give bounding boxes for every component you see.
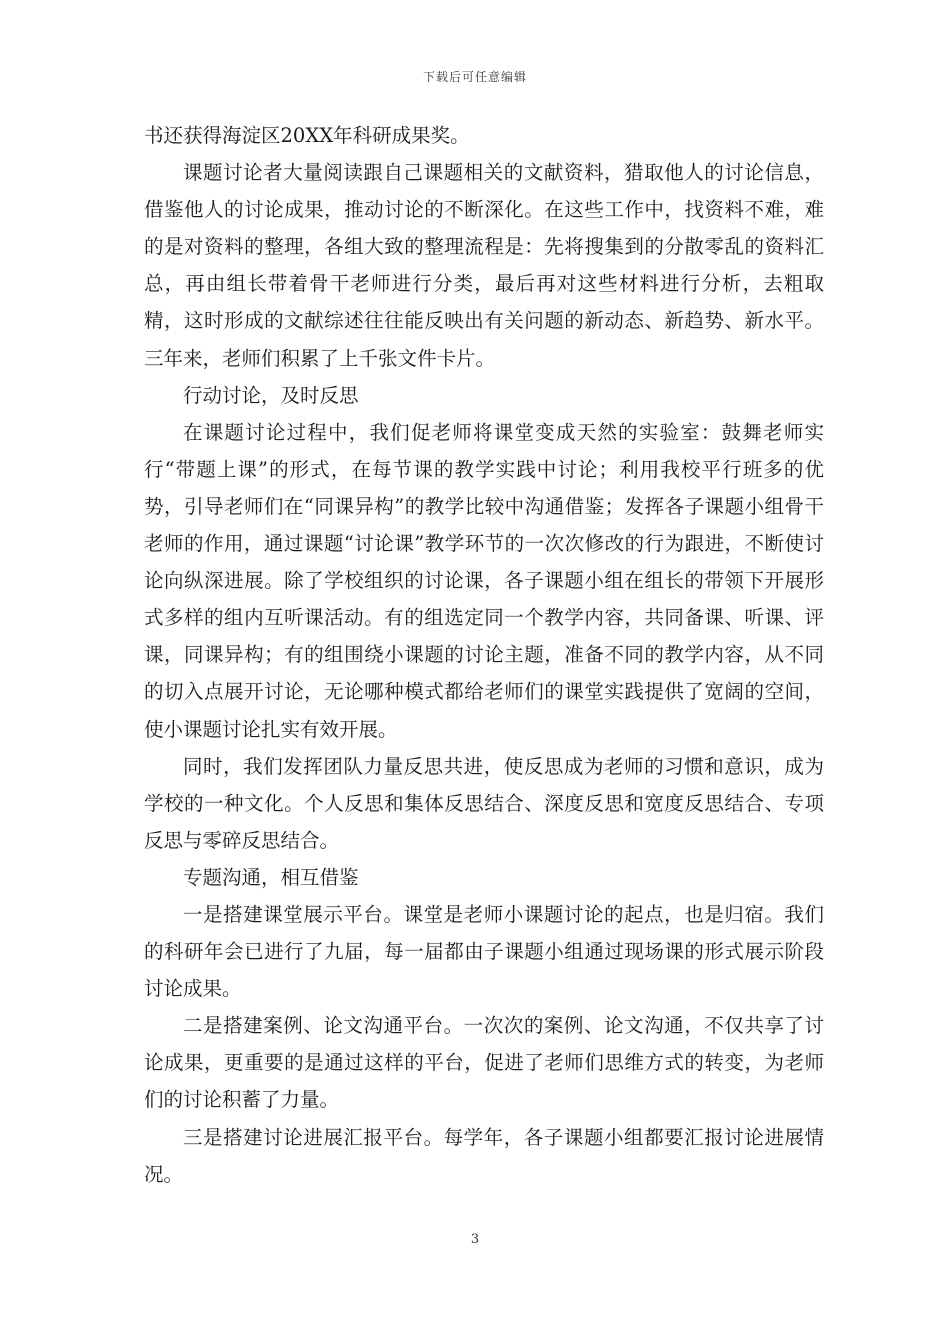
paragraph: 在课题讨论过程中，我们促老师将课堂变成天然的实验室：鼓舞老师实行“带题上课”的形式，在每节课的教学实践中讨论；利用我校平行班多的优势，引导老师们在“同课异构”的教学比较中沟通借鉴；发挥各子课题小组骨干老师的作用，通过课题“讨论课”教学环节的一次次修改的行为跟进，不断使讨论向纵深进展。除了学校组织的讨论课，各子课题小组在组长的带领下开展形式多样的组内互听课活动。有的组选定同一个教学内容，共同备课、听课、评课，同课异构；有的组围绕小课题的讨论主题，准备不同的教学内容，从不同的切入点展开讨论，无论哪种模式都给老师们的课堂实践提供了宽阔的空间，使小课题讨论扎实有效开展。 — [144, 420, 824, 741]
section-heading: 行动讨论，及时反思 — [183, 383, 359, 407]
paragraph: 书还获得海淀区20XX年科研成果奖。 — [144, 124, 470, 147]
paragraph: 课题讨论者大量阅读跟自己课题相关的文献资料，猎取他人的讨论信息，借鉴他人的讨论成果，推动讨论的不断深化。在这些工作中，找资料不难，难的是对资料的整理，各组大致的整理流程是：先将搜集到的分散零乱的资料汇总，再由组长带着骨干老师进行分类，最后再对这些材料进行分析，去粗取精，这时形成的文献综述往往能反映出有关问题的新动态、新趋势、新水平。三年来，老师们积累了上千张文件卡片。 — [144, 161, 824, 370]
page-number: 3 — [470, 1232, 480, 1247]
page-header: 下载后可任意编辑 — [422, 70, 527, 84]
paragraph: 二是搭建案例、论文沟通平台。一次次的案例、论文沟通，不仅共享了讨论成果，更重要的是通过这样的平台，促进了老师们思维方式的转变，为老师们的讨论积蓄了力量。 — [144, 1014, 824, 1112]
paragraph: 同时，我们发挥团队力量反思共进，使反思成为老师的习惯和意识，成为学校的一种文化。个人反思和集体反思结合、深度反思和宽度反思结合、专项反思与零碎反思结合。 — [144, 754, 824, 852]
section-heading: 专题沟通，相互借鉴 — [183, 865, 359, 889]
paragraph: 一是搭建课堂展示平台。课堂是老师小课题讨论的起点，也是归宿。我们的科研年会已进行了九届，每一届都由子课题小组通过现场课的形式展示阶段讨论成果。 — [144, 902, 824, 1001]
document-body — [144, 117, 824, 1193]
paragraph: 三是搭建讨论进展汇报平台。每学年，各子课题小组都要汇报讨论进展情况。 — [144, 1125, 824, 1186]
